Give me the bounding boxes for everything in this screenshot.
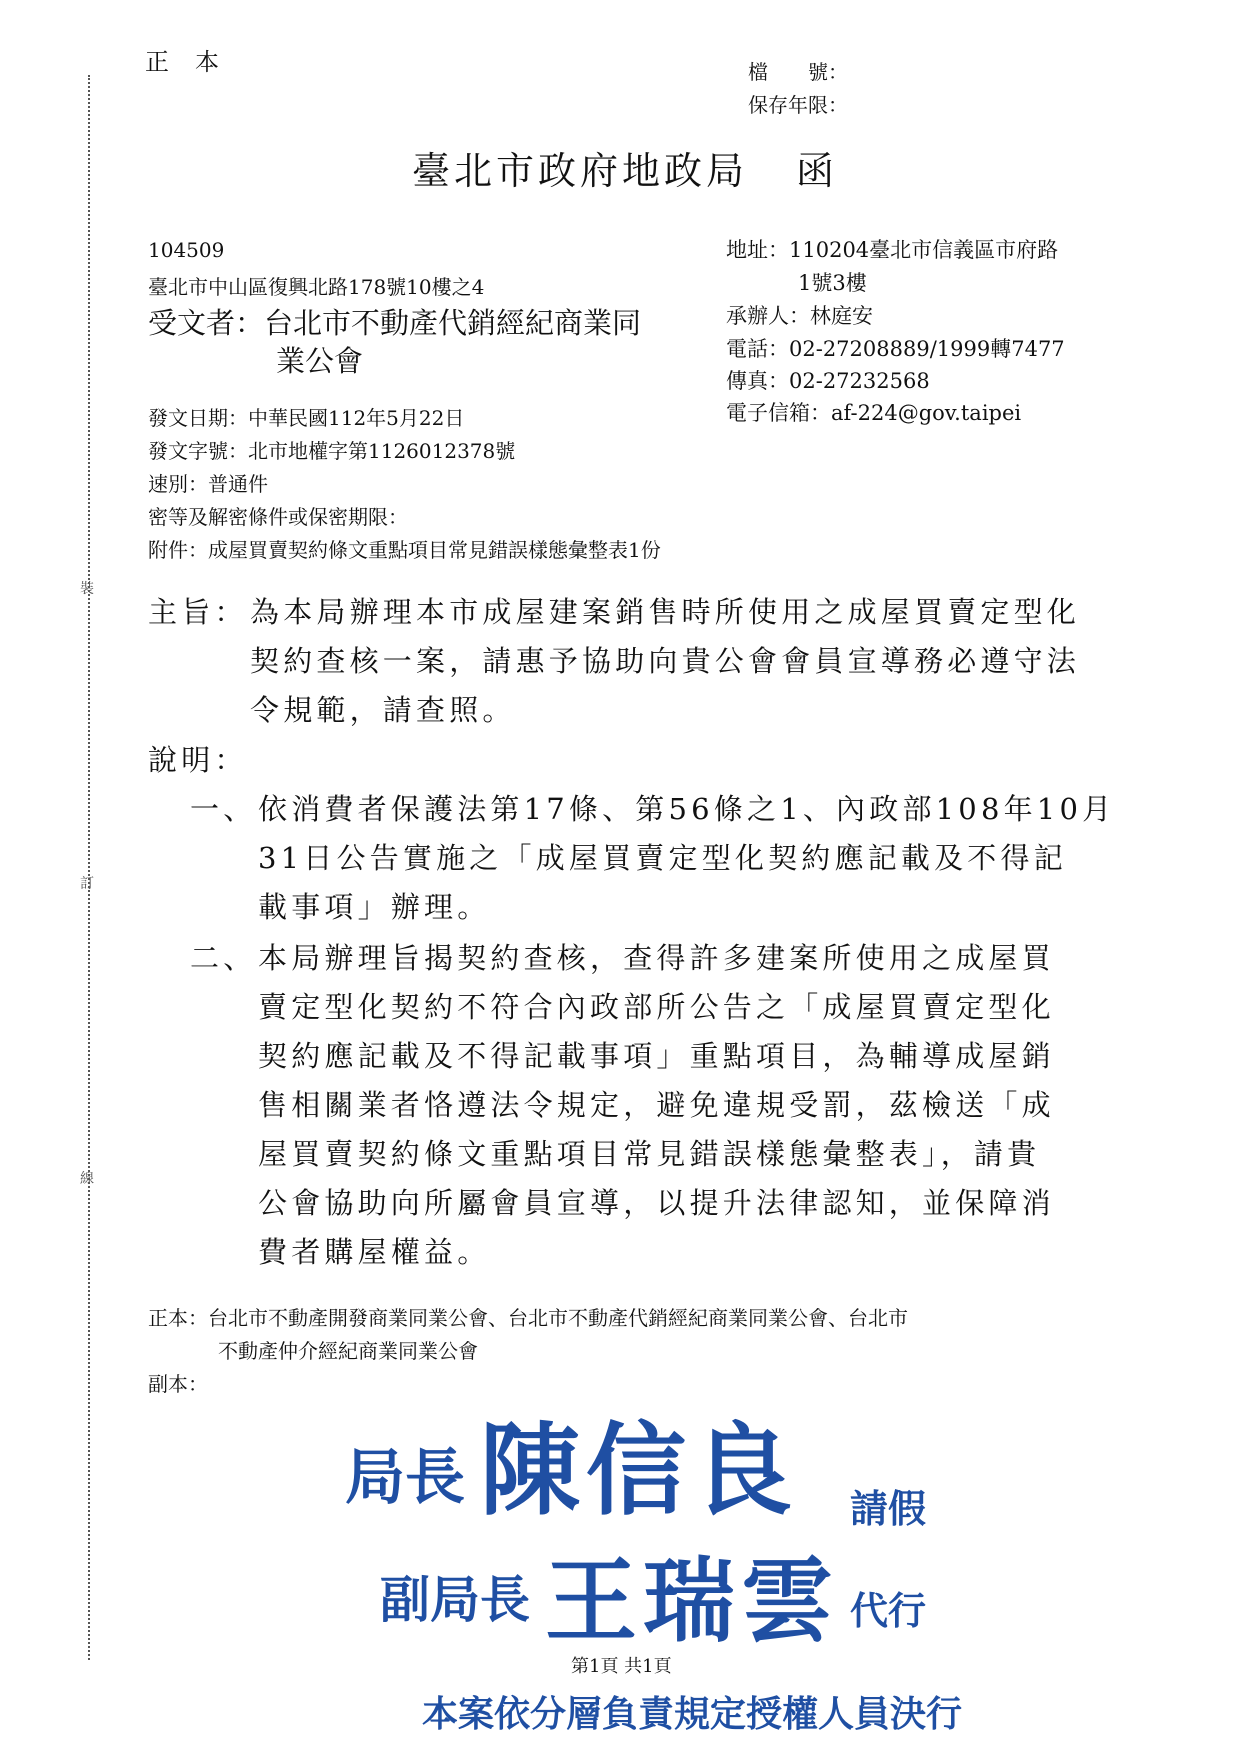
copy-label: 正本 bbox=[145, 48, 245, 76]
subject-label: 主旨： bbox=[148, 595, 248, 629]
explanation-item1-line: 依消費者保護法第17條、第56條之1、內政部108年10月 bbox=[258, 792, 1116, 826]
binding-mark-ding: 訂 bbox=[80, 876, 94, 892]
recipient-name-line1: 台北市不動產代銷經紀商業同 bbox=[264, 306, 642, 340]
document-type: 函 bbox=[796, 149, 839, 193]
explanation-item2-line: 售相關業者恪遵法令規定，避免違規受罰，茲檢送「成 bbox=[258, 1088, 1055, 1122]
explanation-item2-line: 費者購屋權益。 bbox=[258, 1235, 491, 1269]
issue-date: 發文日期：中華民國112年5月22日 bbox=[148, 406, 465, 430]
explanation-item2-line: 契約應記載及不得記載事項」重點項目，為輔導成屋銷 bbox=[258, 1039, 1055, 1073]
contact-phone: 電話：02-27208889/1999轉7477 bbox=[726, 337, 1065, 361]
recipient-address: 臺北市中山區復興北路178號10樓之4 bbox=[148, 275, 485, 299]
binding-mark-xian: 線 bbox=[80, 1171, 94, 1187]
explanation-item2-line: 屋買賣契約條文重點項目常見錯誤樣態彙整表」，請貴 bbox=[258, 1137, 1041, 1171]
deputy-acting-note: 代行 bbox=[850, 1588, 927, 1633]
subject-line: 令規範，請查照。 bbox=[250, 693, 516, 727]
binding-mark-zhuang: 裝 bbox=[80, 581, 94, 597]
recipient-name-line2: 業公會 bbox=[276, 344, 364, 378]
contact-fax: 傳真：02-27232568 bbox=[726, 369, 930, 393]
subject-line: 為本局辦理本市成屋建案銷售時所使用之成屋買賣定型化 bbox=[250, 595, 1081, 629]
recipient-label: 受文者： bbox=[148, 306, 265, 340]
explanation-item1-line: 31日公告實施之「成屋買賣定型化契約應記載及不得記 bbox=[258, 841, 1067, 875]
director-title-stamp: 局長 bbox=[345, 1443, 465, 1513]
explanation-item2-marker: 二、 bbox=[190, 941, 257, 975]
binding-dotted-line bbox=[88, 75, 90, 1660]
recipient bbox=[148, 304, 641, 380]
director-leave-note: 請假 bbox=[850, 1486, 927, 1531]
page-info: 第1頁 共1頁 bbox=[571, 1656, 672, 1677]
explanation-item1-line: 載事項」辦理。 bbox=[258, 890, 491, 924]
authorization-stamp: 本案依分層負責規定授權人員決行 bbox=[422, 1693, 963, 1735]
explanation-label: 說明： bbox=[148, 743, 248, 777]
explanation-item1-marker: 一、 bbox=[190, 792, 257, 826]
recipient-postcode: 104509 bbox=[148, 238, 225, 262]
distribution-original-line2: 不動產仲介經紀商業同業公會 bbox=[218, 1339, 478, 1363]
issue-speed: 速別：普通件 bbox=[148, 472, 268, 496]
issue-attachment: 附件：成屋買賣契約條文重點項目常見錯誤樣態彙整表1份 bbox=[148, 538, 661, 562]
subject-line: 契約查核一案，請惠予協助向貴公會會員宣導務必遵守法 bbox=[250, 644, 1081, 678]
deputy-title-stamp: 副局長 bbox=[380, 1570, 530, 1629]
explanation-item2-line: 公會協助向所屬會員宣導，以提升法律認知，並保障消 bbox=[258, 1186, 1055, 1220]
agency-name: 臺北市政府地政局 bbox=[412, 149, 749, 193]
contact-handler: 承辦人：林庭安 bbox=[726, 304, 873, 328]
director-name-stamp: 陳信良 bbox=[480, 1411, 798, 1529]
deputy-name-stamp: 王瑞雲 bbox=[545, 1547, 840, 1655]
contact-email: 電子信箱：af-224@gov.taipei bbox=[726, 401, 1022, 425]
retention-period-label: 保存年限： bbox=[748, 93, 848, 117]
contact-address-line2: 1號3樓 bbox=[798, 271, 867, 295]
file-number-label: 檔 號： bbox=[748, 60, 848, 84]
document-title bbox=[412, 140, 838, 195]
issue-secrecy: 密等及解密條件或保密期限： bbox=[148, 505, 408, 529]
issue-number: 發文字號：北市地權字第1126012378號 bbox=[148, 439, 516, 463]
explanation-item2-line: 本局辦理旨揭契約查核，查得許多建案所使用之成屋買 bbox=[258, 941, 1055, 975]
explanation-item2-line: 賣定型化契約不符合內政部所公告之「成屋買賣定型化 bbox=[258, 990, 1055, 1024]
distribution-original-line1: 正本：台北市不動產開發商業同業公會、台北市不動產代銷經紀商業同業公會、台北市 bbox=[148, 1306, 908, 1330]
contact-address-line1: 地址：110204臺北市信義區市府路 bbox=[726, 238, 1059, 262]
distribution-copy: 副本： bbox=[148, 1372, 208, 1396]
